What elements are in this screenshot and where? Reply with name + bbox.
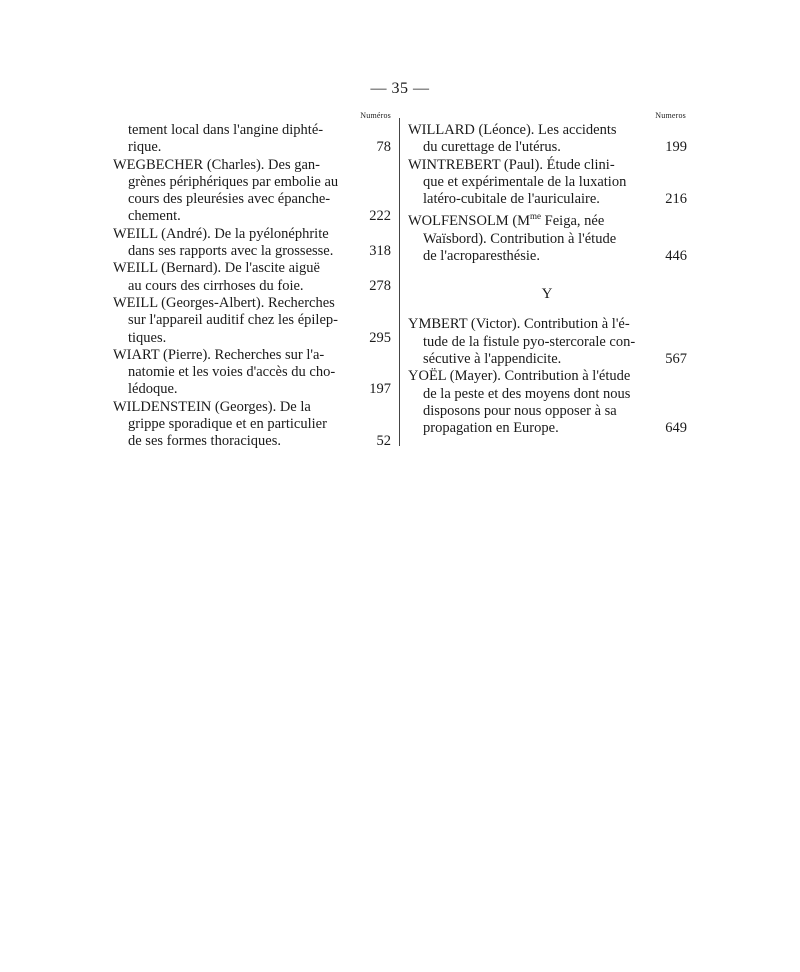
index-entry <box>113 295 391 347</box>
entry-number: 649 <box>665 420 687 437</box>
entry-line: sur l'appareil auditif chez les épilep- <box>128 312 338 329</box>
entry-line-text: au cours des cirrhoses du foie. <box>128 277 304 294</box>
entry-line: YOËL (Mayer). Contribution à l'étude <box>408 368 631 385</box>
entry-number: 446 <box>665 248 687 265</box>
entry-line: grippe sporadique et en particulier <box>128 416 327 433</box>
entry-number: 318 <box>369 243 391 260</box>
index-entry <box>408 368 686 437</box>
entry-line-text: dans ses rapports avec la grossesse. <box>128 243 334 260</box>
left-column <box>113 110 391 451</box>
entry-line: WEILL (Georges-Albert). Recherches <box>113 294 335 311</box>
index-entry <box>408 316 686 368</box>
entry-line <box>113 208 391 225</box>
right-column <box>408 110 686 437</box>
entry-line-text: WOLFENSOLM (M <box>408 213 531 230</box>
entry-line: cours des pleurésies avec épanche- <box>128 191 331 208</box>
index-entry <box>408 122 686 157</box>
entry-line: WINTREBERT (Paul). Étude clini- <box>408 156 615 173</box>
entry-line: tude de la fistule pyo-stercorale con- <box>423 333 636 350</box>
entry-line-text: Feiga, née <box>541 213 605 230</box>
entry-line <box>113 381 391 398</box>
index-entry <box>113 226 391 261</box>
entry-line: natomie et les voies d'accès du cho- <box>128 364 336 381</box>
index-entry <box>113 157 391 226</box>
entry-line: disposons pour nous opposer à sa <box>423 402 617 419</box>
superscript: me <box>530 211 542 222</box>
right-column-header: Numeros <box>655 111 686 120</box>
entry-line: WILDENSTEIN (Georges). De la <box>113 398 311 415</box>
entry-line <box>408 208 686 230</box>
entry-line <box>408 139 686 156</box>
entry-line: que et expérimentale de la luxation <box>423 173 627 190</box>
page-number: — 35 — <box>370 80 430 97</box>
entry-number: 216 <box>665 191 687 208</box>
entry-line-text: rique. <box>128 139 162 156</box>
column-divider <box>399 118 400 446</box>
index-entry <box>408 157 686 209</box>
entry-line: de la peste et des moyens dont nous <box>423 385 631 402</box>
entry-number: 222 <box>369 208 391 225</box>
entry-line <box>408 191 686 208</box>
entry-number: 567 <box>665 350 687 367</box>
entry-line <box>113 139 391 156</box>
entry-line-text: lédoque. <box>128 381 178 398</box>
entry-line-text: chement. <box>128 208 181 225</box>
entry-line <box>408 351 686 368</box>
entry-line-text: propagation en Europe. <box>423 420 559 437</box>
letter-heading: Y <box>541 286 553 303</box>
entry-line: WEGBECHER (Charles). Des gan- <box>113 156 320 173</box>
entry-line: YMBERT (Victor). Contribution à l'é- <box>408 316 630 333</box>
entry-line: tement local dans l'angine diphté- <box>128 122 324 138</box>
entry-line-text: de l'acroparesthésie. <box>423 248 540 265</box>
entry-line: grènes périphériques par embolie au <box>128 173 339 190</box>
index-entry <box>113 347 391 399</box>
entry-line-text: du curettage de l'utérus. <box>423 139 561 156</box>
index-entry <box>408 208 686 265</box>
entry-number: 52 <box>376 433 391 450</box>
entry-line: WILLARD (Léonce). Les accidents <box>408 122 617 138</box>
entry-line <box>113 243 391 260</box>
entry-number: 278 <box>369 277 391 294</box>
index-entry <box>113 122 391 157</box>
entry-line-text: latéro-cubitale de l'auriculaire. <box>423 191 600 208</box>
entry-line <box>408 248 686 265</box>
entry-number: 295 <box>369 329 391 346</box>
entry-line: Waïsbord). Contribution à l'étude <box>423 230 617 247</box>
index-entry <box>113 399 391 451</box>
entry-line <box>113 433 391 450</box>
entry-number: 78 <box>376 139 391 156</box>
entry-line <box>113 330 391 347</box>
entry-line <box>113 278 391 295</box>
entry-number: 199 <box>665 139 687 156</box>
left-column-header: Numéros <box>360 111 391 120</box>
entry-line <box>408 420 686 437</box>
entry-line-text: sécutive à l'appendicite. <box>423 350 562 367</box>
entry-line: WIART (Pierre). Recherches sur l'a- <box>113 346 325 363</box>
entry-line-text: de ses formes thoraciques. <box>128 433 282 450</box>
entry-line: WEILL (Bernard). De l'ascite aiguë <box>113 260 320 277</box>
entry-number: 197 <box>369 381 391 398</box>
index-entry <box>113 260 391 295</box>
entry-line-text: tiques. <box>128 329 167 346</box>
entry-line: WEILL (André). De la pyélonéphrite <box>113 225 329 242</box>
